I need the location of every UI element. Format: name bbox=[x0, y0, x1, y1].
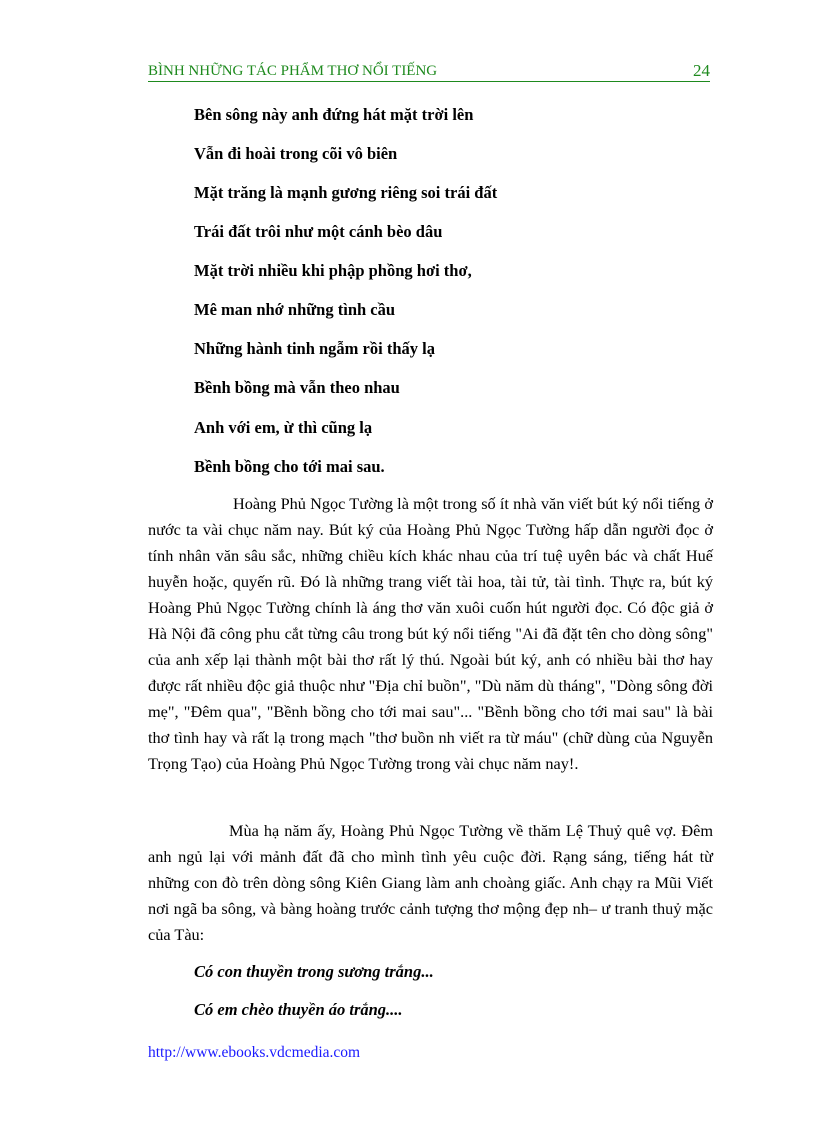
poem-line: Mặt trời nhiều khi phập phồng hơi thơ, bbox=[194, 261, 472, 280]
poem-line: Mặt trăng là mạnh gương riêng soi trái đất bbox=[194, 183, 498, 202]
poem-line: Mê man nhớ những tình cầu bbox=[194, 300, 396, 319]
quote-line: Có em chèo thuyền áo trắng.... bbox=[194, 1000, 403, 1019]
header-title: BÌNH NHỮNG TÁC PHẨM THƠ NỔI TIẾNG bbox=[148, 63, 438, 79]
paragraph: Mùa hạ năm ấy, Hoàng Phủ Ngọc Tường về thăm Lệ Thuỷ quê vợ. Đêm anh ngủ lại với mảnh đất đã cho mình tình yêu cuộc đời. Rạng sáng, tiếng hát từ những con đò trên dòng sông Kiên Giang làm anh choàng giấc. Anh chạy ra Mũi Viết nơi ngã ba sông, và bàng hoàng trước cảnh tượng thơ mộng đẹp nh– ư tranh thuỷ mặc của Tàu: bbox=[148, 821, 713, 944]
footer-link[interactable]: http://www.ebooks.vdcmedia.com bbox=[148, 1044, 361, 1061]
poem-line: Anh với em, ừ thì cũng lạ bbox=[194, 418, 373, 437]
poem-line: Vẫn đi hoài trong cõi vô biên bbox=[194, 144, 398, 163]
page-number: 24 bbox=[693, 61, 710, 80]
quote-line: Có con thuyền trong sương trắng... bbox=[194, 962, 434, 981]
poem-line: Bên sông này anh đứng hát mặt trời lên bbox=[194, 105, 474, 124]
poem-line: Bềnh bồng mà vẫn theo nhau bbox=[194, 378, 400, 397]
page-header bbox=[148, 62, 710, 82]
poem-line: Những hành tinh ngẫm rồi thấy lạ bbox=[194, 339, 435, 358]
poem-line: Trái đất trôi như một cánh bèo dâu bbox=[194, 222, 443, 241]
poem-line: Bềnh bồng cho tới mai sau. bbox=[194, 457, 385, 476]
paragraph: Hoàng Phủ Ngọc Tường là một trong số ít nhà văn viết bút ký nổi tiếng ở nước ta vài chục năm nay. Bút ký của Hoàng Phủ Ngọc Tường hấp dẫn người đọc ở tính nhân văn sâu sắc, những chiều kích khác nhau của trí tuệ uyên bác và chất Huế huyễn hoặc, quyến rũ. Đó là những trang viết tài hoa, tài tử, tài tình. Thực ra, bút ký Hoàng Phủ Ngọc Tường chính là áng thơ văn xuôi cuốn hút người đọc. Có độc giả ở Hà Nội đã công phu cắt từng câu trong bút ký nổi tiếng "Ai đã đặt tên cho dòng sông" của anh xếp lại thành một bài thơ rất lý thú. Ngoài bút ký, anh có nhiều bài thơ hay được rất nhiều độc giả thuộc như "Địa chỉ buồn", "Dù năm dù tháng", "Dòng sông đời mẹ", "Đêm qua", "Bềnh bồng cho tới mai sau"... "Bềnh bồng cho tới mai sau" là bài thơ tình hay và rất lạ trong mạch "thơ buồn nh viết ra từ máu" (chữ dùng của Nguyễn Trọng Tạo) của Hoàng Phủ Ngọc Tường trong vài chục năm nay!. bbox=[148, 494, 713, 773]
